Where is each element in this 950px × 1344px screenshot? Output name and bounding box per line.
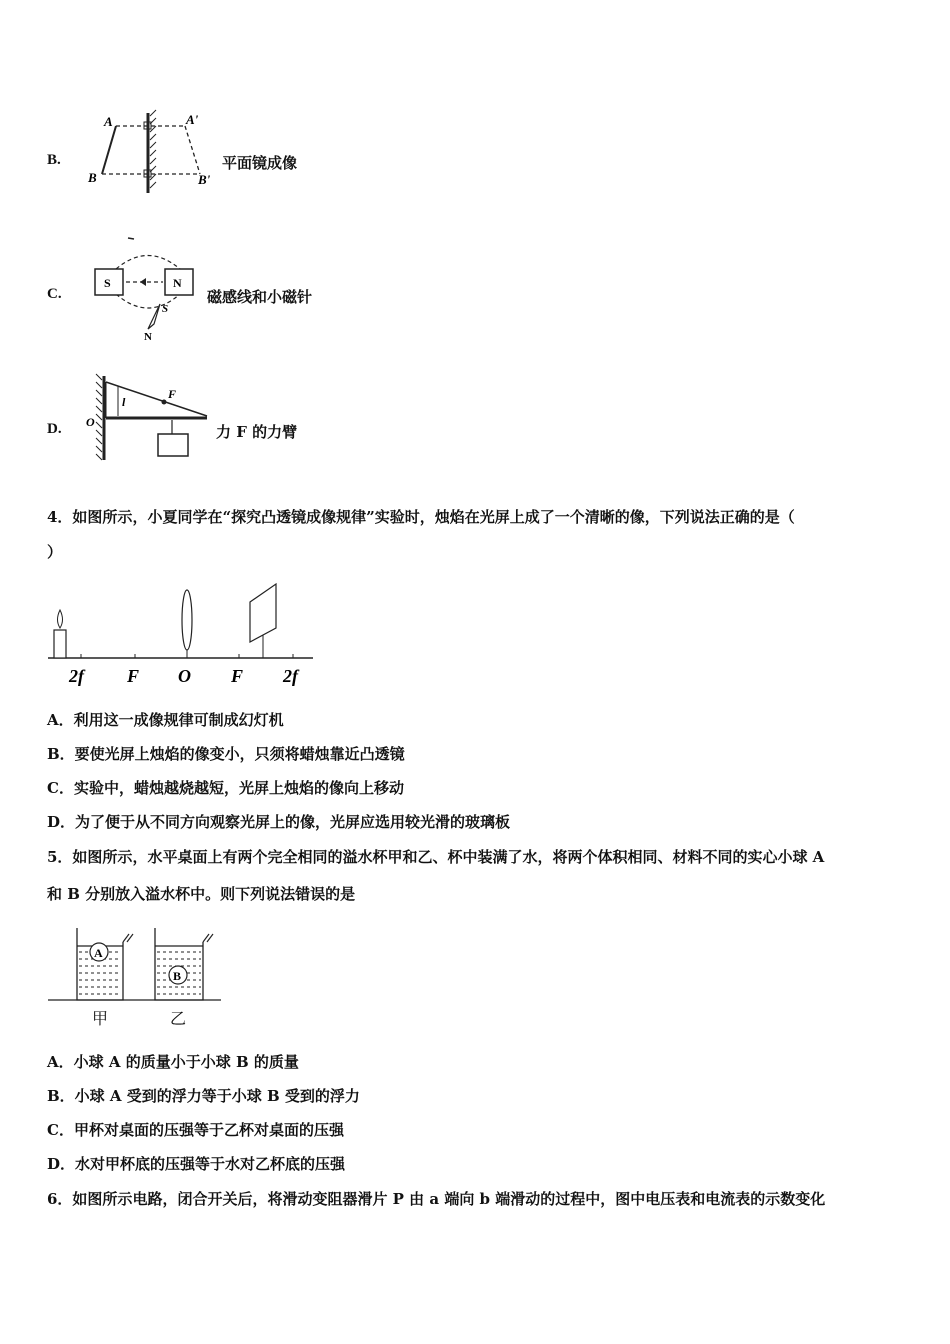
option-d-letter: D.	[47, 421, 62, 437]
q5-option-c: C．甲杯对桌面的压强等于乙杯对桌面的压强	[47, 1121, 344, 1139]
q5-stem-line1: 5．如图所示，水平桌面上有两个完全相同的溢水杯甲和乙、杯中装满了水，将两个体积相同、材料不同的实心小球 A	[47, 848, 825, 866]
plane-mirror-diagram	[80, 108, 220, 198]
cup-jia-label: 甲	[92, 1009, 109, 1028]
q5-option-a: A．小球 A 的质量小于小球 B 的质量	[47, 1053, 299, 1071]
q5-option-b: B．小球 A 受到的浮力等于小球 B 受到的浮力	[47, 1087, 360, 1105]
q4-option-b: B．要使光屏上烛焰的像变小，只须将蜡烛靠近凸透镜	[47, 745, 405, 763]
q4-stem-line2: ）	[47, 543, 63, 561]
axis-label-f-right: F	[231, 666, 244, 686]
ball-b-label: B	[173, 969, 182, 983]
q4-stem-line1: 4．如图所示，小夏同学在“探究凸透镜成像规律”实验时，烛焰在光屏上成了一个清晰的像，下列说法正确的是（	[47, 508, 795, 526]
axis-label-f-left: F	[127, 666, 140, 686]
magnet-s-label: S	[104, 276, 111, 290]
q6-stem-line1: 6．如图所示电路，闭合开关后，将滑动变阻器滑片 P 由 a 端向 b 端滑动的过程中，图中电压表和电流表的示数变化	[47, 1190, 826, 1208]
q4-option-c: C．实验中，蜡烛越烧越短，光屏上烛焰的像向上移动	[47, 779, 404, 797]
option-b-letter: B.	[47, 152, 61, 168]
axis-label-2f-left: 2f	[69, 666, 84, 686]
lever-o-label: O	[86, 415, 95, 429]
label-a-prime: A'	[186, 112, 199, 127]
q4-option-d: D．为了便于从不同方向观察光屏上的像，光屏应选用较光滑的玻璃板	[47, 813, 511, 831]
q5-stem-line2: 和 B 分别放入溢水杯中。则下列说法错误的是	[47, 885, 356, 903]
ball-a-label: A	[94, 946, 103, 960]
magnet-field-diagram	[88, 234, 208, 342]
axis-label-2f-right: 2f	[283, 666, 298, 686]
lever-l-label: l	[122, 395, 126, 409]
option-c-caption: 磁感线和小磁针	[207, 288, 313, 306]
label-b: B	[88, 170, 97, 185]
needle-n-label: N	[144, 331, 152, 342]
label-a: A	[104, 114, 113, 129]
label-b-prime: B'	[198, 172, 211, 187]
option-d-caption: 力 F 的力臂	[216, 423, 298, 441]
option-b-caption: 平面镜成像	[222, 154, 298, 172]
q4-option-a: A．利用这一成像规律可制成幻灯机	[47, 711, 284, 729]
cup-yi-label: 乙	[170, 1009, 187, 1028]
magnet-n-label: N	[173, 276, 182, 290]
lever-f-label: F	[168, 387, 177, 401]
needle-s-label: S	[162, 303, 169, 315]
lens-bench-diagram	[45, 578, 320, 690]
lever-force-diagram	[82, 370, 212, 462]
overflow-cups-diagram	[45, 922, 225, 1027]
option-c-letter: C.	[47, 286, 62, 302]
axis-label-o: O	[178, 666, 191, 686]
q5-option-d: D．水对甲杯底的压强等于水对乙杯底的压强	[47, 1155, 346, 1173]
